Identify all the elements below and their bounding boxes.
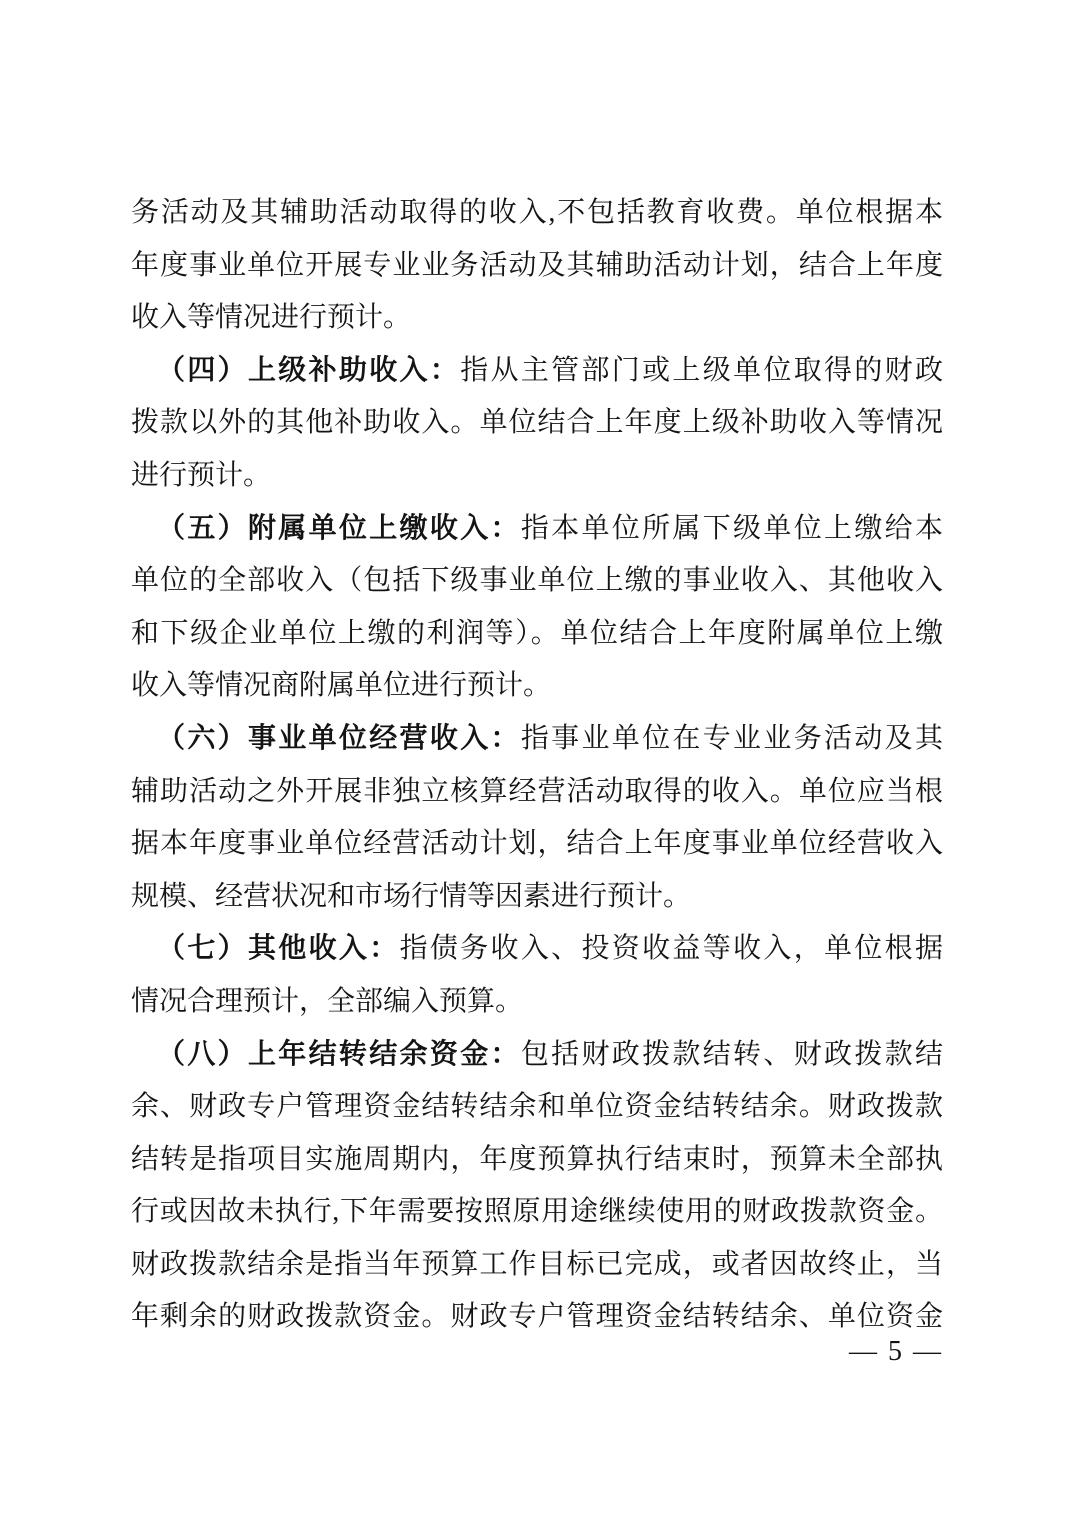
text-line: 进行预计。 bbox=[131, 459, 272, 491]
paragraph bbox=[131, 713, 943, 923]
text-line: 拨款以外的其他补助收入。单位结合上年度上级补助收入等情况 bbox=[131, 407, 943, 439]
paragraph-label: （六）事业单位经营收入： bbox=[157, 722, 521, 754]
paragraph-label: （七）其他收入： bbox=[157, 933, 400, 965]
text-line: 务活动及其辅助活动取得的收入,不包括教育收费。单位根据本 bbox=[131, 197, 943, 228]
text-line: 情况合理预计，全部编入预算。 bbox=[131, 985, 524, 1017]
text-line: 收入等情况商附属单位进行预计。 bbox=[131, 670, 552, 702]
paragraph bbox=[131, 187, 943, 345]
text-line: 年剩余的财政拨款资金。财政专户管理资金结转结余、单位资金 bbox=[131, 1301, 943, 1333]
text-line: 结转是指项目实施周期内，年度预算执行结束时，预算未全部执 bbox=[131, 1143, 943, 1175]
page-number: — 5 — bbox=[849, 1336, 943, 1367]
paragraph bbox=[131, 923, 943, 1028]
text-line: 和下级企业单位上缴的利润等）。单位结合上年度附属单位上缴 bbox=[131, 617, 943, 649]
text-line: 辅助活动之外开展非独立核算经营活动取得的收入。单位应当根 bbox=[131, 775, 943, 807]
text-line: （七）其他收入：指债务收入、投资收益等收入，单位根据 bbox=[157, 933, 943, 965]
paragraph bbox=[131, 345, 943, 503]
text-line: 财政拨款结余是指当年预算工作目标已完成，或者因故终止，当 bbox=[131, 1248, 943, 1280]
text-line: 余、财政专户管理资金结转结余和单位资金结转结余。财政拨款 bbox=[131, 1091, 943, 1123]
text-line: 年度事业单位开展专业业务活动及其辅助活动计划，结合上年度 bbox=[131, 249, 943, 281]
text-line: （四）上级补助收入：指从主管部门或上级单位取得的财政 bbox=[157, 354, 943, 386]
paragraph-label: （五）附属单位上缴收入： bbox=[157, 512, 521, 544]
paragraph bbox=[131, 503, 943, 713]
text-line: （五）附属单位上缴收入：指本单位所属下级单位上缴给本 bbox=[157, 512, 943, 544]
paragraph bbox=[131, 1029, 943, 1345]
text-line: 单位的全部收入（包括下级事业单位上缴的事业收入、其他收入 bbox=[131, 565, 943, 597]
text-line: 收入等情况进行预计。 bbox=[131, 302, 412, 334]
text-line: 行或因故未执行,下年需要按照原用途继续使用的财政拨款资金。 bbox=[131, 1196, 943, 1228]
text-line: 规模、经营状况和市场行情等因素进行预计。 bbox=[131, 880, 692, 912]
text-line: （六）事业单位经营收入：指事业单位在专业业务活动及其 bbox=[157, 722, 943, 754]
text-line: 据本年度事业单位经营活动计划，结合上年度事业单位经营收入 bbox=[131, 828, 943, 860]
paragraph-label: （四）上级补助收入： bbox=[157, 354, 461, 386]
paragraph-label: （八）上年结转结余资金： bbox=[157, 1038, 521, 1070]
text-line: （八）上年结转结余资金：包括财政拨款结转、财政拨款结 bbox=[157, 1038, 943, 1070]
text-block bbox=[131, 187, 943, 1344]
